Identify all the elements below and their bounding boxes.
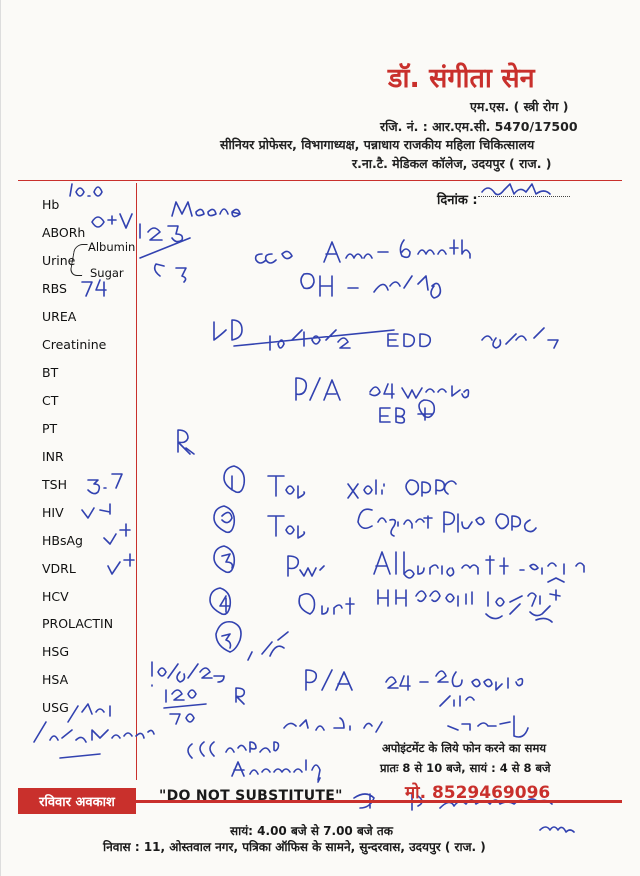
sunday-closed-badge: रविवार अवकाश (18, 788, 136, 814)
doctor-degree: एम.एस. ( स्त्री रोग ) (470, 99, 569, 114)
mobile-number: मो. 8529469096 (405, 783, 551, 803)
test-ct: CT (42, 393, 59, 408)
test-inr: INR (42, 449, 64, 464)
date-label: दिनांक : (437, 193, 478, 208)
aborh-scrawl (92, 214, 132, 228)
test-hb: Hb (42, 197, 60, 212)
test-hsg: HSG (42, 644, 70, 659)
date-scrawl (482, 184, 550, 195)
med1-scrawl (224, 466, 456, 498)
test-sugar: Sugar (90, 266, 124, 280)
name-scrawl (172, 202, 240, 217)
test-aborh: ABORh (42, 225, 86, 240)
followup-scrawl (152, 662, 244, 724)
item5-scrawl (216, 622, 288, 660)
appointment-note: अपोइंटमेंट के लिये फोन करने का समय (382, 741, 546, 755)
test-rbs: RBS (42, 281, 67, 296)
eb-scrawl (380, 400, 434, 423)
dose-line-scrawl (284, 716, 528, 737)
rbs-scrawl (82, 280, 106, 296)
test-pt: PT (42, 421, 58, 436)
bp-scrawl (140, 224, 190, 282)
med4-scrawl (210, 588, 560, 614)
tsh-scrawl (88, 474, 122, 494)
test-creatinine: Creatinine (42, 337, 107, 352)
test-urea: UREA (42, 309, 77, 324)
test-hcv: HCV (42, 589, 69, 604)
hbsag-scrawl (104, 524, 130, 544)
usg-scrawl (34, 704, 154, 758)
history-scrawl (301, 274, 440, 298)
rx-scrawl (178, 430, 194, 454)
residence-address: निवास : 11, ओस्तवाल नगर, पत्रिका ऑफिस के सामने, सुन्दरवास, उदयपुर ( राज. ) (103, 840, 486, 854)
test-vdrl: VDRL (42, 561, 76, 576)
pa-scrawl (296, 378, 469, 400)
test-bt: BT (42, 365, 59, 380)
test-tsh: TSH (42, 477, 67, 492)
hiv-scrawl (82, 504, 110, 518)
test-hsa: HSA (42, 672, 69, 687)
lmp-scrawl (214, 320, 558, 350)
appointment-timings: प्रातः 8 से 10 बजे, सायं : 4 से 8 बजे (380, 761, 551, 775)
institution: र.ना.टै. मेडिकल कॉलेज, उदयपुर ( राज. ) (352, 156, 552, 171)
usg-anomaly-scrawl (188, 742, 320, 782)
test-hiv: HIV (42, 505, 64, 520)
test-prolactin: PROLACTIN (42, 616, 114, 631)
evening-hours: सायं: 4.00 बजे से 7.00 बजे तक (230, 824, 393, 838)
doctor-name: डॉ. संगीता सेन (388, 63, 535, 94)
registration-number: रजि. नं. : आर.एम.सी. 5470/17500 (380, 119, 578, 134)
hb-scrawl (70, 184, 102, 196)
vdrl-scrawl (108, 554, 134, 574)
test-urine: Urine (42, 253, 76, 268)
med3-scrawl (214, 546, 584, 578)
med2-scrawl (214, 506, 536, 538)
do-not-substitute: "DO NOT SUBSTITUTE" (159, 788, 343, 804)
complaint-scrawl (256, 240, 470, 263)
test-hbsag: HBsAg (42, 533, 83, 548)
doctor-position: सीनियर प्रोफेसर, विभागाध्यक्ष, पन्नाधाय राजकीय महिला चिकित्सालय (220, 137, 535, 152)
followup-pa-scrawl (306, 670, 523, 706)
test-albumin: Albumin (88, 240, 136, 254)
test-usg: USG (42, 700, 69, 715)
